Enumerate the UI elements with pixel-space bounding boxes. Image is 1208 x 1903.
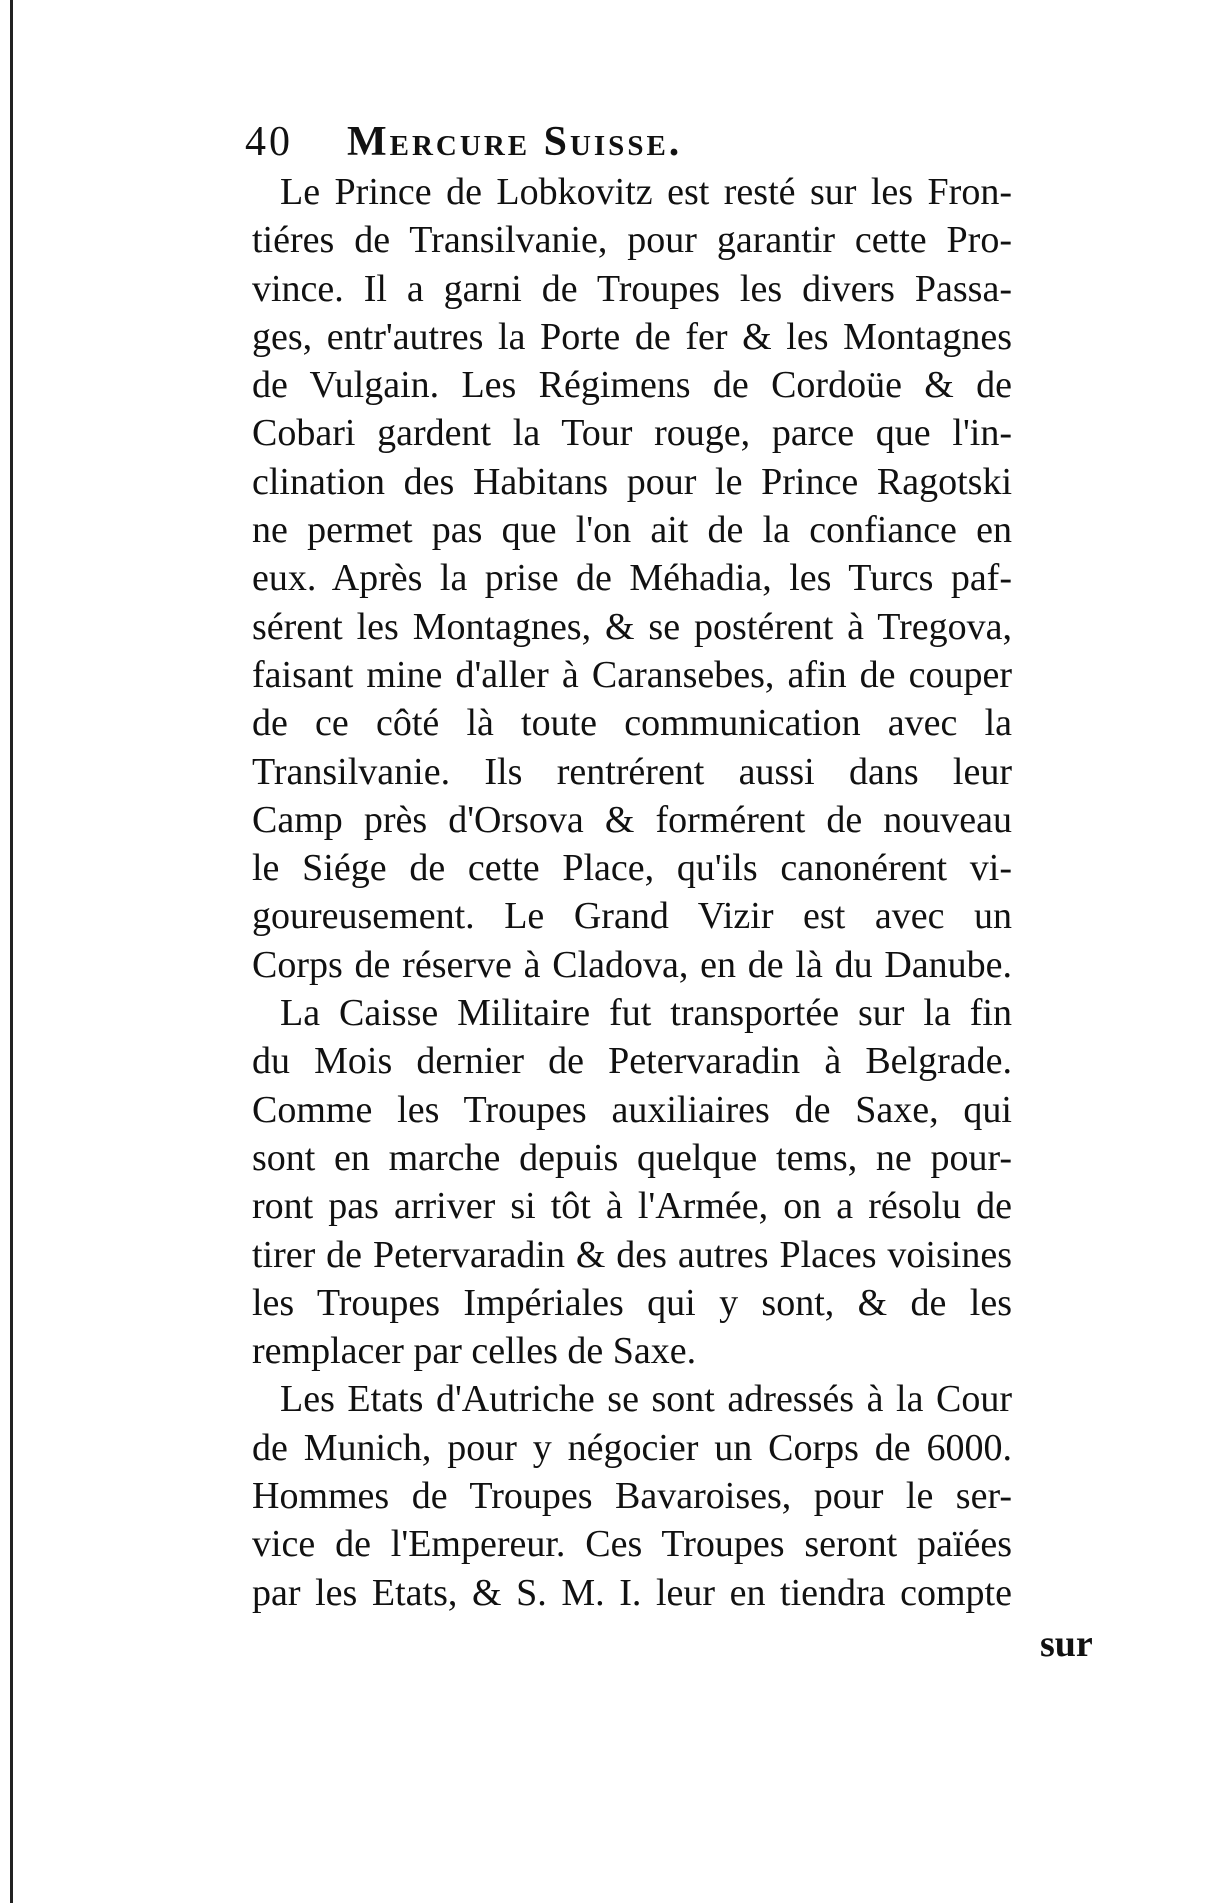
text-line: de Vulgain. Les Régimens de Cordoüe & de xyxy=(252,364,1012,407)
text-line: par les Etats, & S. M. I. leur en tiendra compte xyxy=(252,1571,1012,1614)
text-line: Camp près d'Orsova & formérent de nouveau xyxy=(252,798,1012,841)
text-line: de ce côté là toute communication avec la xyxy=(252,702,1012,745)
text-line: du Mois dernier de Petervaradin à Belgrade. xyxy=(252,1040,1012,1083)
text-line: Les Etats d'Autriche se sont adressés à la Cour xyxy=(280,1378,1012,1421)
running-title: Mercure Suisse. xyxy=(347,119,683,165)
text-line: de Munich, pour y négocier un Corps de 6000. xyxy=(252,1426,1012,1469)
text-line: Le Prince de Lobkovitz est resté sur les Fron- xyxy=(280,171,1012,213)
text-line: vince. Il a garni de Troupes les divers Passa- xyxy=(252,267,1012,310)
catchword: sur xyxy=(1040,1623,1093,1665)
text-line: eux. Après la prise de Méhadia, les Turcs paf- xyxy=(252,557,1012,600)
text-line: goureusement. Le Grand Vizir est avec un xyxy=(252,895,1012,938)
running-header xyxy=(245,118,1015,170)
text-line: Cobari gardent la Tour rouge, parce que l'in- xyxy=(252,412,1012,455)
text-line: les Troupes Impériales qui y sont, & de les xyxy=(252,1281,1012,1324)
text-line: ges, entr'autres la Porte de fer & les Montagnes xyxy=(252,315,1012,358)
text-line: le Siége de cette Place, qu'ils canonérent vi- xyxy=(252,847,1012,890)
body-text xyxy=(252,168,1012,1617)
text-line: tiéres de Transilvanie, pour garantir cette Pro- xyxy=(252,219,1012,262)
text-line: Comme les Troupes auxiliaires de Saxe, qui xyxy=(252,1088,1012,1131)
text-line: faisant mine d'aller à Caransebes, afin de couper xyxy=(252,653,1012,696)
text-line: sérent les Montagnes, & se postérent à Tregova, xyxy=(252,605,1012,648)
text-line: clination des Habitans pour le Prince Ragotski xyxy=(252,460,1012,503)
gutter-edge-line xyxy=(10,0,13,1903)
text-line: ront pas arriver si tôt à l'Armée, on a résolu de xyxy=(252,1185,1012,1228)
text-line: Hommes de Troupes Bavaroises, pour le ser- xyxy=(252,1475,1012,1518)
text-line: Corps de réserve à Cladova, en de là du Danube. xyxy=(252,943,1012,986)
text-line: tirer de Petervaradin & des autres Places voisines xyxy=(252,1233,1012,1276)
text-line: La Caisse Militaire fut transportée sur la fin xyxy=(280,992,1012,1035)
text-line: Transilvanie. Ils rentrérent aussi dans leur xyxy=(252,750,1012,793)
text-line: vice de l'Empereur. Ces Troupes seront païées xyxy=(252,1523,1012,1566)
text-line: sont en marche depuis quelque tems, ne pour- xyxy=(252,1136,1012,1179)
text-line: ne permet pas que l'on ait de la confiance en xyxy=(252,509,1012,552)
page-number: 40 xyxy=(245,119,293,165)
text-line: remplacer par celles de Saxe. xyxy=(252,1330,697,1373)
